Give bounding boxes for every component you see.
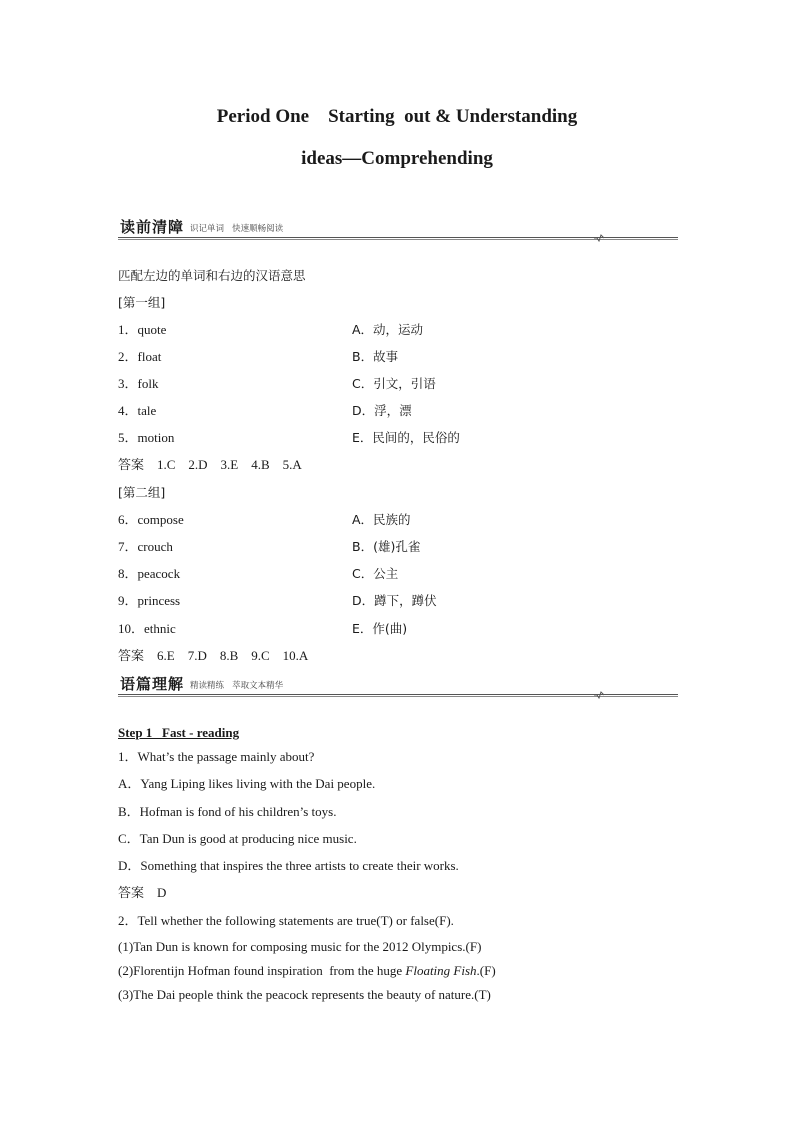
question-option: B．Hofman is fond of his children’s toys. [118,804,337,819]
question-option: D．Something that inspires the three artists to create their works. [118,858,459,873]
question-option: C．Tan Dun is good at producing nice music. [118,831,357,846]
vocab-word: 8．peacock [118,566,181,581]
section-heading: 读前清障 [120,218,185,236]
vocab-meaning: C．公主 [352,566,399,581]
vocab-word: 9．princess [118,593,181,608]
vocab-word: 1．quote [118,322,167,337]
page-title-line2: ideas—Comprehending [301,148,493,169]
section-subheading: 识记单词 快速顺畅阅读 [190,224,284,234]
question-option: A．Yang Liping likes living with the Dai people. [118,776,376,791]
artwork-title: Floating Fish [405,963,477,978]
group-label: [第一组] [118,295,166,310]
divider-notch-icon [594,232,604,242]
question-2: 2．Tell whether the following statements are true(T) or false(F). [118,913,454,928]
statement-1: (1)Tan Dun is known for composing music for the 2012 Olympics.(F) [118,939,482,954]
vocab-meaning: D．蹲下，蹲伏 [352,593,437,608]
vocab-meaning: E．民间的，民俗的 [352,430,460,445]
answer-line: 答案 6.E 7.D 8.B 9.C 10.A [118,648,309,663]
vocab-meaning: B．故事 [352,349,399,364]
step-heading: Step 1 Fast - reading [118,725,240,740]
section-heading: 语篇理解 [120,675,185,693]
statement-3: (3)The Dai people think the peacock represents the beauty of nature.(T) [118,987,491,1002]
vocab-word: 7．crouch [118,539,173,554]
vocab-meaning: A．民族的 [352,512,411,527]
answer-line: 答案 1.C 2.D 3.E 4.B 5.A [118,457,302,472]
vocab-word: 10．ethnic [118,621,176,636]
section-subheading: 精读精练 萃取文本精华 [190,681,284,691]
divider-notch-icon [594,689,604,699]
vocab-meaning: B．(雄)孔雀 [352,539,421,554]
vocab-word: 5．motion [118,430,175,445]
vocab-word: 4．tale [118,403,157,418]
section-header-text-understanding [118,673,678,697]
vocab-meaning: D．浮，漂 [352,403,412,418]
instruction-text: 匹配左边的单词和右边的汉语意思 [118,268,306,283]
vocab-meaning: C．引文，引语 [352,376,436,391]
statement-2 [118,963,496,979]
statement-2-text: (2)Florentijn Hofman found inspiration from the huge [118,963,406,978]
vocab-word: 2．float [118,349,162,364]
section-header-reading-prep [118,216,678,240]
answer-line: 答案 D [118,885,167,900]
question-1: 1．What’s the passage mainly about? [118,749,315,764]
vocab-meaning: E．作(曲) [352,621,408,636]
vocab-word: 3．folk [118,376,159,391]
page-title-line1: Period One Starting out & Understanding [216,106,578,127]
vocab-word: 6．compose [118,512,184,527]
group-label: [第二组] [118,485,166,500]
statement-2-mark: .(F) [476,963,496,978]
vocab-meaning: A．动，运动 [352,322,424,337]
